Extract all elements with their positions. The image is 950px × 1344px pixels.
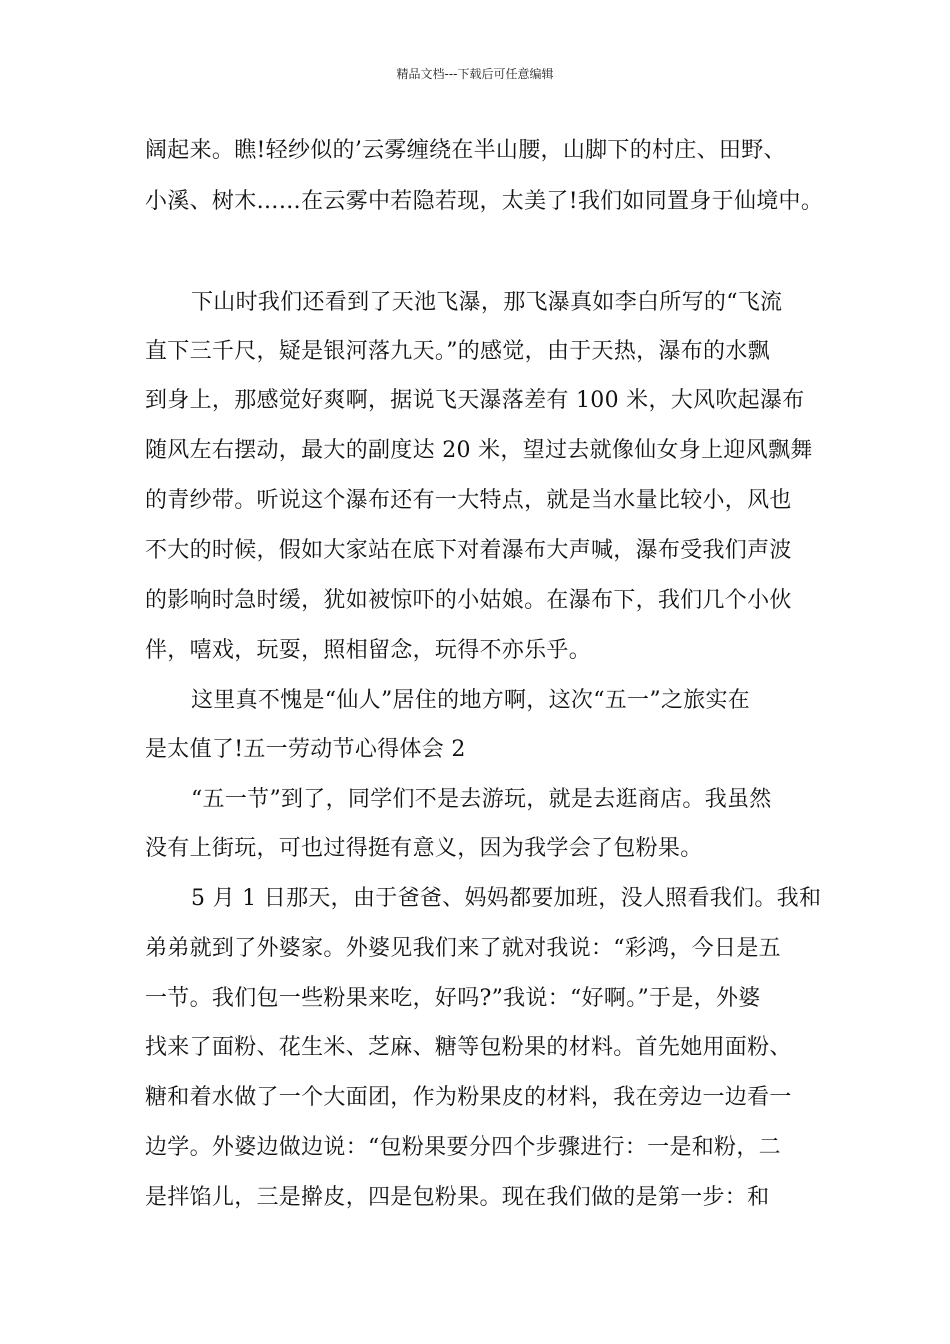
text-line: 伴，嘻戏，玩耍，照相留念，玩得不亦乐乎。: [145, 638, 592, 663]
text-line: 直下三千尺，疑是银河落九天。”的感觉，由于天热，瀑布的水飘: [145, 339, 770, 364]
paragraph-first-line: 5 月 1 日那天，由于爸爸、妈妈都要加班，没人照看我们。我和: [191, 886, 822, 911]
text-line: 边学。外婆边做边说：“包粉果要分四个步骤进行：一是和粉，二: [145, 1135, 781, 1160]
text-line: 小溪、树木……在云雾中若隐若现，太美了!我们如同置身于仙境中。: [145, 189, 824, 214]
text-line: 没有上街玩，可也过得挺有意义，因为我学会了包粉果。: [145, 836, 703, 861]
text-line: 是拌馅儿，三是擀皮，四是包粉果。现在我们做的是第一步：和: [145, 1185, 770, 1210]
paragraph-first-line: “五一节”到了，同学们不是去游玩，就是去逛商店。我虽然: [191, 787, 772, 812]
text-line: 到身上，那感觉好爽啊，据说飞天瀑落差有 100 米，大风吹起瀑布: [145, 388, 805, 413]
text-line: 是太值了!五一劳动节心得体会 2: [145, 737, 466, 762]
text-line: 的青纱带。听说这个瀑布还有一大特点，就是当水量比较小，风也: [145, 488, 792, 513]
text-line: 一节。我们包一些粉果来吃，好吗?”我说：“好啊。”于是，外婆: [145, 986, 761, 1011]
text-line: 糖和着水做了一个大面团，作为粉果皮的材料，我在旁边一边看一: [145, 1085, 792, 1110]
text-line: 不大的时候，假如大家站在底下对着瀑布大声喊，瀑布受我们声波: [145, 538, 792, 563]
page-header: 精品文档---下载后可任意编辑: [396, 67, 554, 81]
text-line: 阔起来。瞧!轻纱似的’云雾缠绕在半山腰，山脚下的村庄、田野、: [145, 138, 786, 163]
paragraph-first-line: 这里真不愧是“仙人”居住的地方啊，这次“五一”之旅实在: [191, 688, 751, 713]
text-line: 找来了面粉、花生米、芝麻、糖等包粉果的材料。首先她用面粉、: [145, 1035, 792, 1060]
text-line: 的影响时急时缓，犹如被惊吓的小姑娘。在瀑布下，我们几个小伙: [145, 588, 792, 613]
paragraph-first-line: 下山时我们还看到了天池飞瀑，那飞瀑真如李白所写的“飞流: [191, 290, 783, 315]
text-line: 弟弟就到了外婆家。外婆见我们来了就对我说：“彩鸿，今日是五: [145, 936, 781, 961]
text-line: 随风左右摆动，最大的副度达 20 米，望过去就像仙女身上迎风飘舞: [145, 438, 813, 463]
